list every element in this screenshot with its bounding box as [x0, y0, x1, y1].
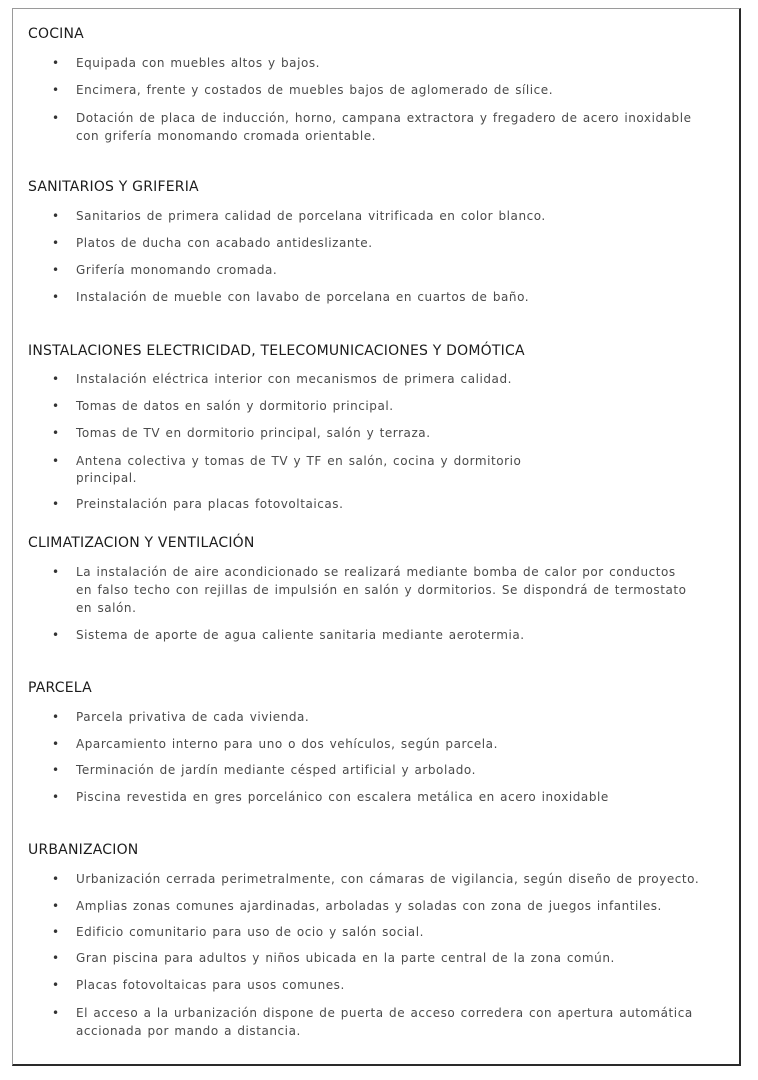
section-heading-parcela: PARCELA — [28, 680, 92, 696]
bullet-icon: • — [52, 925, 60, 939]
bullet-icon: • — [52, 263, 60, 277]
list-item-continuation: en salón. — [76, 601, 137, 615]
list-item: • Edificio comunitario para uso de ocio y salón social. — [52, 925, 424, 939]
section-heading-instalaciones: INSTALACIONES ELECTRICIDAD, TELECOMUNICACIONES Y DOMÓTICA — [28, 343, 525, 359]
bullet-icon: • — [52, 236, 60, 250]
bullet-icon: • — [52, 111, 60, 125]
list-item: • Platos de ducha con acabado antideslizante. — [52, 236, 373, 250]
section-heading-urbanizacion: URBANIZACION — [28, 842, 139, 858]
list-item: • Sanitarios de primera calidad de porcelana vitrificada en color blanco. — [52, 209, 546, 223]
list-item: • Tomas de datos en salón y dormitorio principal. — [52, 399, 394, 413]
bullet-icon: • — [52, 454, 60, 468]
bullet-icon: • — [52, 565, 60, 579]
list-item: • Tomas de TV en dormitorio principal, salón y terraza. — [52, 426, 431, 440]
list-item: • El acceso a la urbanización dispone de puerta de acceso corredera con apertura automática — [52, 1006, 693, 1020]
bullet-icon: • — [52, 83, 60, 97]
list-item: • Sistema de aporte de agua caliente sanitaria mediante aerotermia. — [52, 628, 525, 642]
list-item: • Piscina revestida en gres porcelánico con escalera metálica en acero inoxidable — [52, 790, 609, 804]
list-item: • Terminación de jardín mediante césped artificial y arbolado. — [52, 763, 476, 777]
bullet-icon: • — [52, 372, 60, 386]
bullet-icon: • — [52, 56, 60, 70]
bullet-icon: • — [52, 497, 60, 511]
list-item: • Instalación eléctrica interior con mecanismos de primera calidad. — [52, 372, 512, 386]
list-item-continuation: con grifería monomando cromada orientable. — [76, 129, 377, 143]
list-item: • Dotación de placa de inducción, horno, campana extractora y fregadero de acero inoxidable — [52, 111, 692, 125]
bullet-icon: • — [52, 1006, 60, 1020]
bullet-icon: • — [52, 426, 60, 440]
list-item: • Antena colectiva y tomas de TV y TF en salón, cocina y dormitorio — [52, 454, 522, 468]
bullet-icon: • — [52, 710, 60, 724]
list-item: • Gran piscina para adultos y niños ubicada en la parte central de la zona común. — [52, 951, 615, 965]
list-item: • Placas fotovoltaicas para usos comunes. — [52, 978, 345, 992]
bullet-icon: • — [52, 399, 60, 413]
bullet-icon: • — [52, 872, 60, 886]
list-item: • Preinstalación para placas fotovoltaicas. — [52, 497, 344, 511]
list-item-continuation: principal. — [76, 471, 138, 485]
bullet-icon: • — [52, 763, 60, 777]
list-item: • La instalación de aire acondicionado se realizará mediante bomba de calor por conductos — [52, 565, 676, 579]
section-heading-sanitarios: SANITARIOS Y GRIFERIA — [28, 179, 199, 195]
list-item-continuation: en falso techo con rejillas de impulsión en salón y dormitorios. Se dispondrá de termostato — [76, 583, 687, 597]
bullet-icon: • — [52, 290, 60, 304]
list-item-continuation: accionada por mando a distancia. — [76, 1024, 301, 1038]
document-frame — [12, 8, 741, 1066]
bullet-icon: • — [52, 737, 60, 751]
bullet-icon: • — [52, 209, 60, 223]
list-item: • Equipada con muebles altos y bajos. — [52, 56, 321, 70]
section-heading-cocina: COCINA — [28, 26, 84, 42]
list-item: • Aparcamiento interno para uno o dos vehículos, según parcela. — [52, 737, 498, 751]
list-item: • Parcela privativa de cada vivienda. — [52, 710, 310, 724]
list-item: • Grifería monomando cromada. — [52, 263, 278, 277]
bullet-icon: • — [52, 899, 60, 913]
list-item: • Instalación de mueble con lavabo de porcelana en cuartos de baño. — [52, 290, 530, 304]
bullet-icon: • — [52, 978, 60, 992]
bullet-icon: • — [52, 790, 60, 804]
bullet-icon: • — [52, 628, 60, 642]
section-heading-climatizacion: CLIMATIZACION Y VENTILACIÓN — [28, 535, 255, 551]
bullet-icon: • — [52, 951, 60, 965]
list-item: • Encimera, frente y costados de muebles bajos de aglomerado de sílice. — [52, 83, 554, 97]
list-item: • Urbanización cerrada perimetralmente, con cámaras de vigilancia, según diseño de proyecto. — [52, 872, 700, 886]
list-item: • Amplias zonas comunes ajardinadas, arboladas y soladas con zona de juegos infantiles. — [52, 899, 662, 913]
